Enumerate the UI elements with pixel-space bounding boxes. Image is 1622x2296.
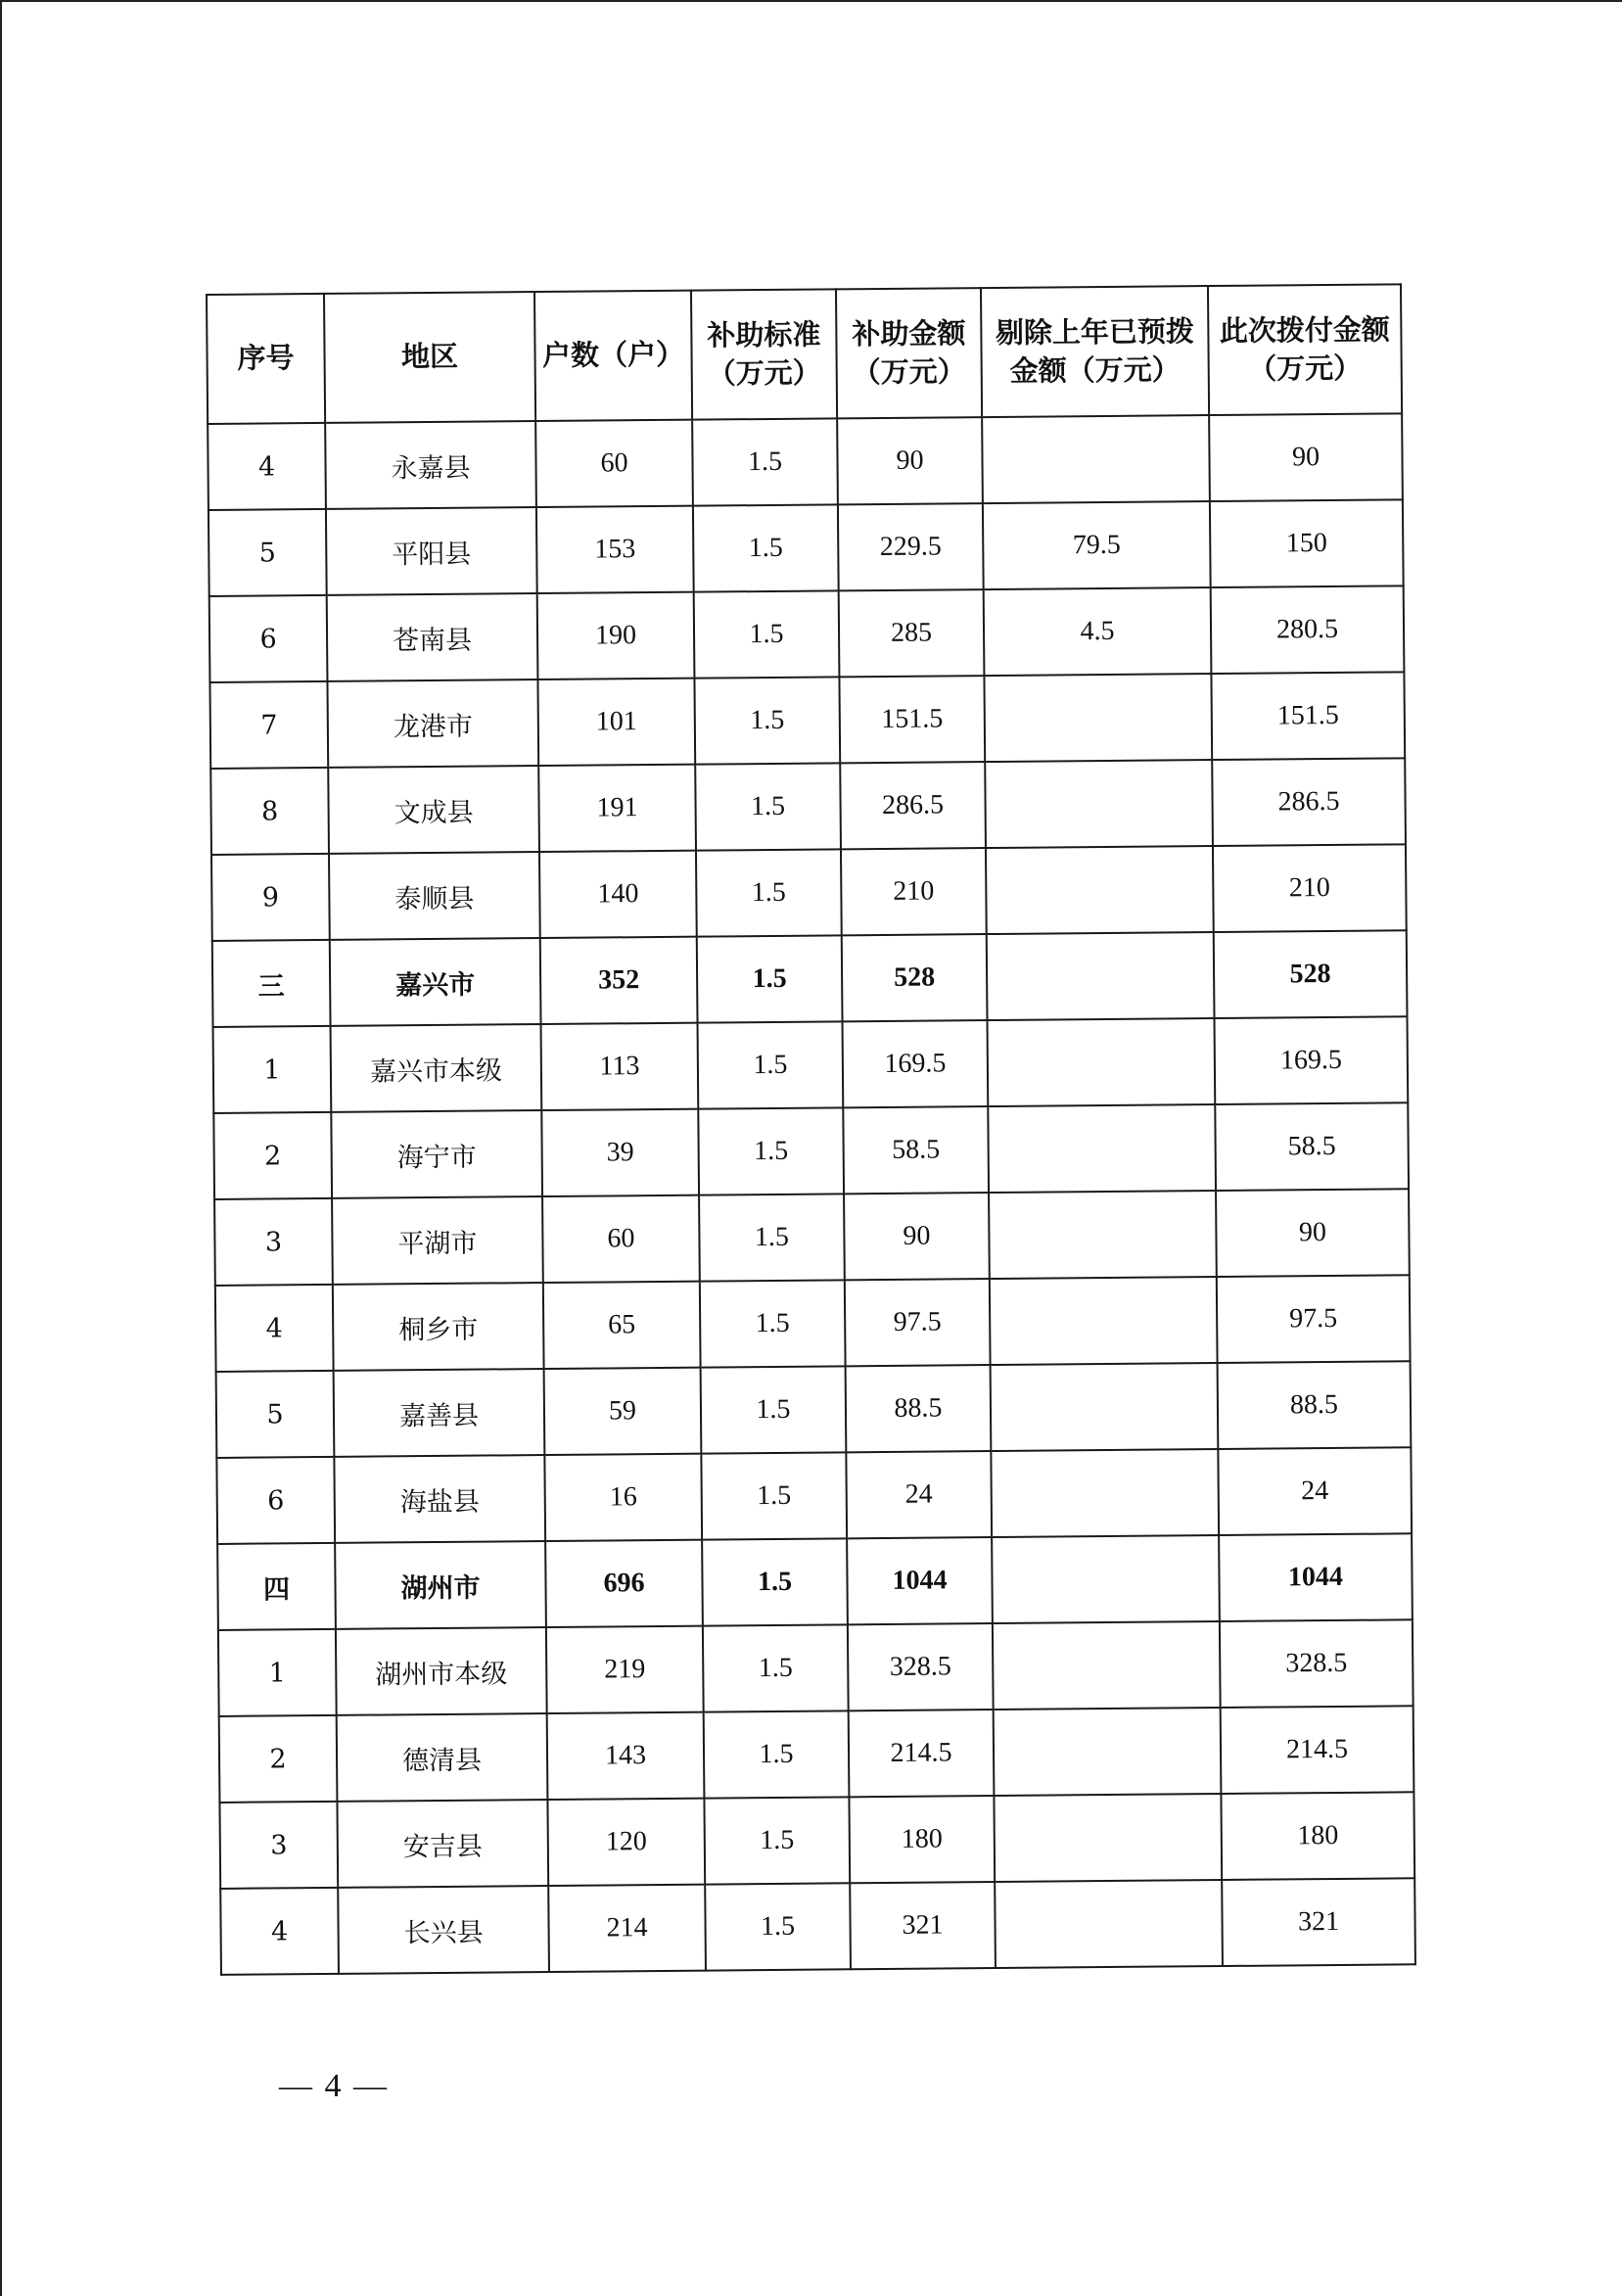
table-row <box>210 758 1406 855</box>
cell-deducted-amount <box>993 1621 1221 1710</box>
cell-households: 140 <box>539 851 697 938</box>
table-row <box>218 1619 1413 1716</box>
cell-households: 120 <box>547 1799 705 1886</box>
cell-subsidy-standard: 1.5 <box>698 1107 844 1195</box>
cell-region: 湖州市 <box>335 1541 546 1629</box>
cell-deducted-amount <box>994 1794 1222 1882</box>
table-row <box>213 1102 1409 1199</box>
cell-households: 60 <box>542 1195 700 1283</box>
cell-disbursed-amount: 24 <box>1218 1447 1412 1535</box>
cell-region: 平湖市 <box>332 1196 543 1285</box>
cell-subsidy-amount: 285 <box>839 589 985 677</box>
cell-serial-no: 四 <box>217 1543 336 1630</box>
cell-disbursed-amount: 1044 <box>1219 1533 1413 1621</box>
cell-deducted-amount <box>995 1880 1223 1968</box>
table-row <box>219 1706 1414 1803</box>
cell-households: 39 <box>541 1109 699 1196</box>
cell-region: 文成县 <box>328 766 539 854</box>
cell-subsidy-amount: 214.5 <box>849 1710 995 1797</box>
cell-subsidy-amount: 90 <box>844 1193 990 1280</box>
cell-subsidy-amount: 90 <box>837 417 983 504</box>
cell-deducted-amount <box>990 1277 1218 1365</box>
table-row <box>211 844 1407 941</box>
cell-disbursed-amount: 286.5 <box>1212 758 1406 846</box>
cell-subsidy-standard: 1.5 <box>692 418 838 505</box>
cell-serial-no: 4 <box>215 1285 334 1372</box>
cell-households: 16 <box>544 1454 702 1541</box>
cell-region: 嘉兴市本级 <box>331 1024 542 1112</box>
cell-disbursed-amount: 321 <box>1222 1878 1415 1966</box>
cell-households: 65 <box>543 1282 701 1369</box>
cell-serial-no: 1 <box>218 1629 337 1716</box>
table-row <box>215 1275 1411 1372</box>
cell-households: 352 <box>540 937 698 1024</box>
page-number: — 4 — <box>279 2068 389 2104</box>
cell-region: 海宁市 <box>331 1110 542 1198</box>
table-row <box>209 672 1405 769</box>
cell-subsidy-standard: 1.5 <box>695 763 841 850</box>
cell-disbursed-amount: 214.5 <box>1221 1706 1414 1794</box>
cell-subsidy-amount: 229.5 <box>838 503 984 590</box>
cell-subsidy-amount: 97.5 <box>845 1279 991 1366</box>
cell-subsidy-standard: 1.5 <box>702 1538 848 1625</box>
cell-serial-no: 三 <box>212 940 331 1027</box>
cell-subsidy-amount: 58.5 <box>843 1106 989 1194</box>
header-subsidy-amount: 补助金额 （万元） <box>836 288 982 418</box>
cell-disbursed-amount: 210 <box>1213 844 1407 932</box>
cell-disbursed-amount: 150 <box>1210 499 1404 587</box>
cell-serial-no: 8 <box>210 768 329 855</box>
cell-region: 平阳县 <box>326 507 537 595</box>
cell-deducted-amount <box>985 760 1213 848</box>
cell-region: 嘉善县 <box>334 1369 545 1457</box>
cell-subsidy-standard: 1.5 <box>704 1797 850 1884</box>
cell-deducted-amount <box>987 932 1215 1020</box>
cell-deducted-amount <box>991 1449 1219 1537</box>
cell-households: 59 <box>544 1368 702 1455</box>
cell-serial-no: 3 <box>219 1802 338 1889</box>
table-row <box>219 1792 1414 1889</box>
cell-subsidy-standard: 1.5 <box>701 1452 847 1539</box>
cell-deducted-amount <box>994 1708 1222 1796</box>
cell-region: 海盐县 <box>334 1455 545 1543</box>
header-disbursed-amount: 此次拨付金额 （万元） <box>1208 284 1402 415</box>
cell-disbursed-amount: 280.5 <box>1211 586 1405 674</box>
cell-subsidy-amount: 24 <box>846 1451 992 1538</box>
cell-subsidy-amount: 169.5 <box>843 1020 989 1107</box>
cell-subsidy-standard: 1.5 <box>700 1280 846 1367</box>
cell-deducted-amount <box>989 1191 1217 1279</box>
cell-serial-no: 4 <box>208 423 326 510</box>
table-row <box>216 1361 1412 1458</box>
cell-region: 德清县 <box>337 1713 548 1802</box>
subsidy-table <box>206 283 1416 1976</box>
cell-subsidy-amount: 1044 <box>847 1537 993 1624</box>
cell-deducted-amount: 4.5 <box>984 587 1212 676</box>
cell-subsidy-amount: 286.5 <box>840 762 986 849</box>
cell-households: 214 <box>548 1885 706 1972</box>
cell-subsidy-amount: 321 <box>850 1882 996 1969</box>
cell-region: 嘉兴市 <box>330 938 541 1026</box>
cell-households: 190 <box>537 592 695 679</box>
cell-serial-no: 2 <box>219 1715 338 1803</box>
cell-subsidy-standard: 1.5 <box>693 504 839 591</box>
cell-households: 60 <box>535 420 693 507</box>
table-row <box>209 499 1404 596</box>
cell-serial-no: 4 <box>220 1888 339 1975</box>
cell-disbursed-amount: 328.5 <box>1220 1619 1413 1708</box>
page-border-top <box>0 0 1622 2</box>
table-row <box>208 413 1403 510</box>
cell-region: 湖州市本级 <box>336 1627 547 1715</box>
header-households: 户数（户） <box>534 291 692 421</box>
cell-deducted-amount <box>991 1363 1219 1451</box>
cell-deducted-amount <box>992 1535 1220 1623</box>
cell-region: 泰顺县 <box>329 852 540 940</box>
cell-subsidy-amount: 328.5 <box>848 1623 994 1710</box>
cell-deducted-amount <box>984 674 1212 762</box>
cell-region: 安吉县 <box>337 1800 548 1888</box>
cell-deducted-amount <box>986 846 1214 934</box>
header-subsidy-standard: 补助标准 （万元） <box>691 289 837 419</box>
table-row <box>209 586 1405 682</box>
cell-subsidy-amount: 180 <box>849 1796 995 1883</box>
cell-subsidy-standard: 1.5 <box>704 1710 850 1798</box>
cell-serial-no: 6 <box>216 1457 335 1544</box>
table-header <box>207 284 1402 424</box>
cell-subsidy-standard: 1.5 <box>703 1624 849 1711</box>
cell-deducted-amount <box>982 415 1210 503</box>
table-body <box>208 413 1415 1975</box>
cell-subsidy-standard: 1.5 <box>696 849 842 936</box>
cell-disbursed-amount: 151.5 <box>1211 672 1405 760</box>
cell-subsidy-amount: 88.5 <box>846 1365 992 1452</box>
cell-region: 永嘉县 <box>325 421 536 509</box>
cell-disbursed-amount: 180 <box>1221 1792 1414 1880</box>
table-row <box>214 1189 1410 1286</box>
cell-serial-no: 9 <box>211 854 330 941</box>
cell-subsidy-standard: 1.5 <box>694 590 840 678</box>
table-row <box>216 1447 1412 1544</box>
cell-disbursed-amount: 90 <box>1209 413 1403 501</box>
cell-serial-no: 3 <box>214 1198 333 1286</box>
cell-region: 桐乡市 <box>333 1283 544 1371</box>
table-row-subtotal <box>217 1533 1413 1630</box>
cell-serial-no: 5 <box>216 1371 335 1458</box>
cell-subsidy-standard: 1.5 <box>701 1366 847 1453</box>
cell-disbursed-amount: 58.5 <box>1215 1102 1409 1191</box>
cell-disbursed-amount: 169.5 <box>1214 1016 1408 1104</box>
cell-households: 696 <box>545 1540 703 1627</box>
cell-serial-no: 2 <box>213 1112 332 1199</box>
cell-serial-no: 1 <box>213 1026 332 1113</box>
cell-deducted-amount: 79.5 <box>983 501 1211 589</box>
cell-households: 101 <box>537 679 695 766</box>
cell-households: 113 <box>541 1023 699 1110</box>
cell-households: 219 <box>546 1626 704 1713</box>
cell-region: 长兴县 <box>338 1886 549 1974</box>
header-serial-no: 序号 <box>207 294 325 424</box>
cell-subsidy-standard: 1.5 <box>694 677 840 764</box>
cell-disbursed-amount: 528 <box>1214 930 1408 1018</box>
cell-deducted-amount <box>988 1104 1216 1193</box>
cell-disbursed-amount: 88.5 <box>1218 1361 1412 1449</box>
cell-deducted-amount <box>988 1018 1216 1106</box>
cell-disbursed-amount: 97.5 <box>1217 1275 1411 1363</box>
header-deducted-amount: 剔除上年已预拨 金额（万元） <box>981 286 1209 417</box>
table-row-subtotal <box>212 930 1408 1027</box>
cell-subsidy-amount: 528 <box>842 934 988 1021</box>
cell-serial-no: 5 <box>209 509 327 596</box>
table-row <box>213 1016 1409 1113</box>
cell-subsidy-standard: 1.5 <box>697 935 843 1022</box>
cell-subsidy-standard: 1.5 <box>698 1021 844 1108</box>
cell-households: 191 <box>538 765 696 852</box>
table-row <box>220 1878 1415 1975</box>
header-row <box>207 284 1402 424</box>
cell-households: 153 <box>536 506 694 593</box>
cell-subsidy-amount: 210 <box>841 848 987 935</box>
cell-serial-no: 7 <box>209 681 328 769</box>
header-region: 地区 <box>324 292 535 423</box>
cell-subsidy-standard: 1.5 <box>699 1194 845 1281</box>
cell-subsidy-amount: 151.5 <box>839 676 985 763</box>
cell-disbursed-amount: 90 <box>1216 1189 1410 1277</box>
cell-serial-no: 6 <box>209 595 328 682</box>
cell-subsidy-standard: 1.5 <box>705 1883 851 1970</box>
cell-region: 龙港市 <box>327 679 538 768</box>
cell-households: 143 <box>547 1712 705 1800</box>
page-border-left <box>0 0 2 2296</box>
cell-region: 苍南县 <box>327 593 538 681</box>
